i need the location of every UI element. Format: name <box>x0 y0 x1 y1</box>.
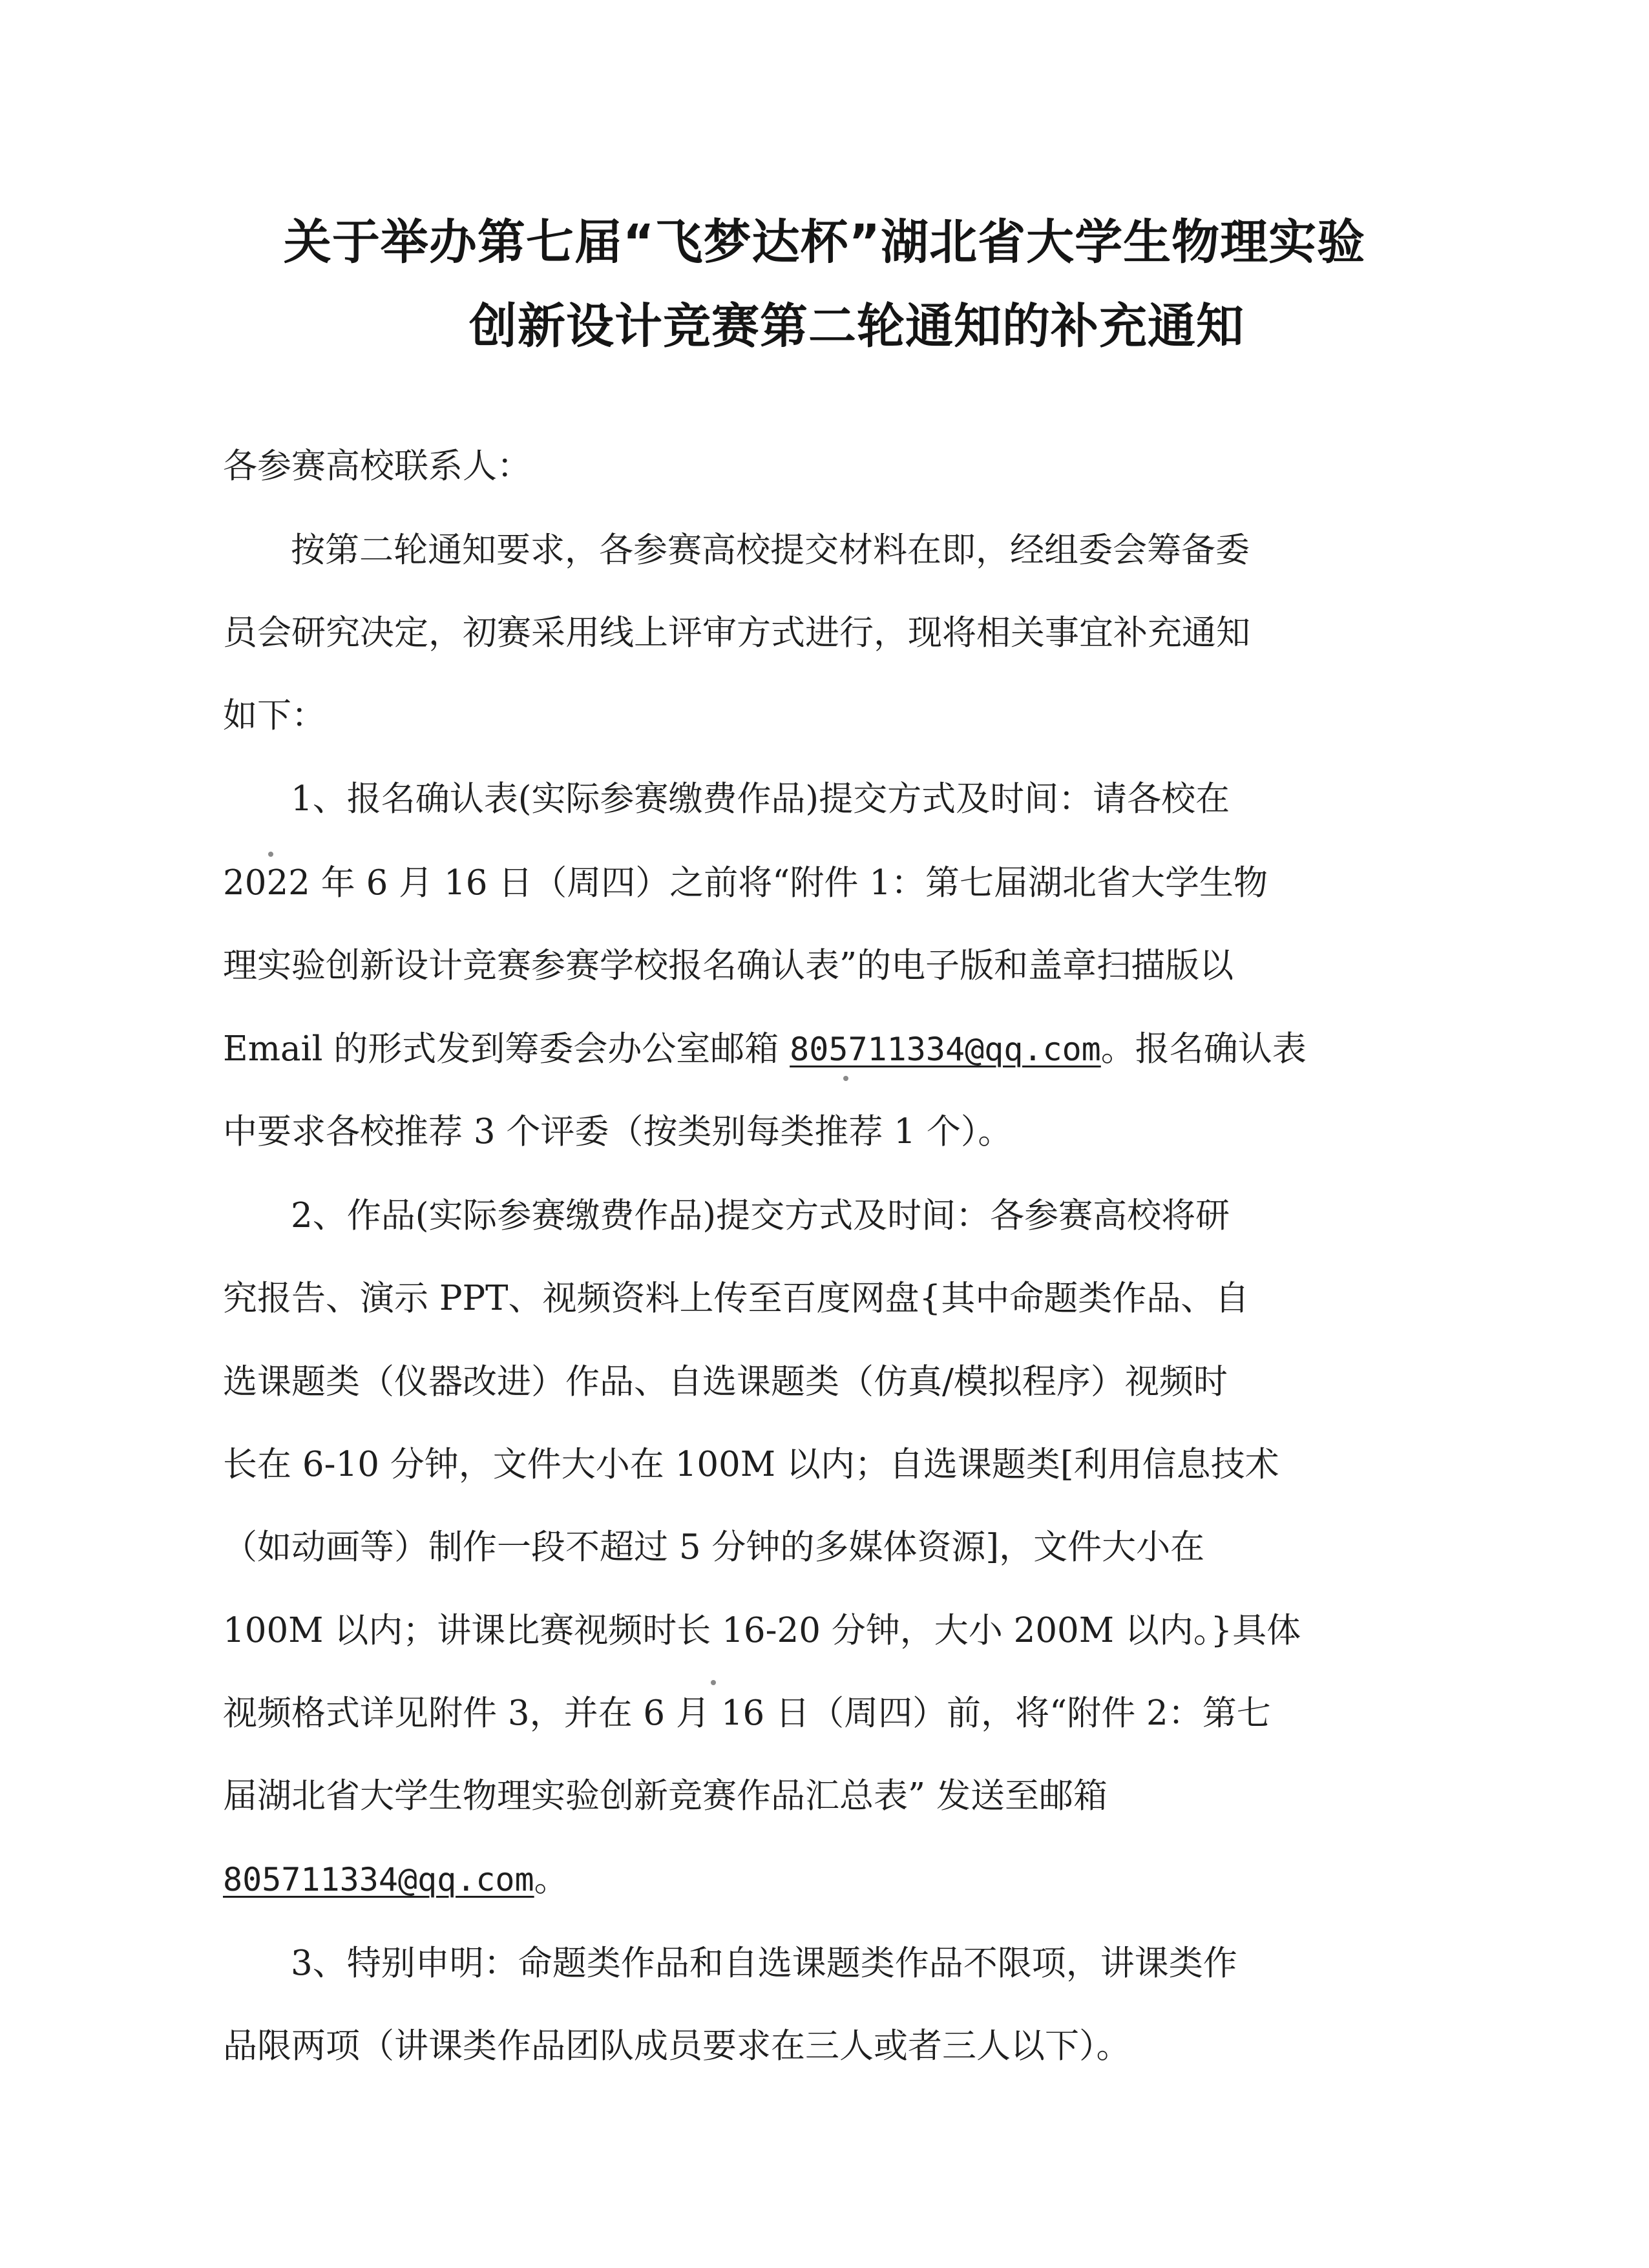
item3-line-1: 3、特别申明：命题类作品和自选课题类作品不限项，讲课类作 <box>291 1944 1237 1983</box>
item2-line-9 <box>223 1859 569 1900</box>
item2-line-7: 视频格式详见附件 3，并在 6 月 16 日（周四）前，将“附件 2：第七 <box>223 1694 1271 1733</box>
salutation: 各参赛高校联系人： <box>223 446 531 486</box>
item2-line-5: （如动画等）制作一段不超过 5 分钟的多媒体资源]，文件大小在 <box>223 1528 1205 1567</box>
scan-speck <box>268 852 273 857</box>
email-link-2[interactable]: 805711334@qq.com <box>223 1861 534 1898</box>
intro-line-2: 员会研究决定，初赛采用线上评审方式进行，现将相关事宜补充通知 <box>223 613 1250 653</box>
item2-line-3: 选课题类（仪器改进）作品、自选课题类（仿真/模拟程序）视频时 <box>223 1362 1228 1402</box>
item1-line-5: 中要求各校推荐 3 个评委（按类别每类推荐 1 个）。 <box>223 1112 1013 1151</box>
item2-line-9-suffix: 。 <box>534 1860 569 1899</box>
item1-line-4-suffix: 。报名确认表 <box>1100 1029 1307 1069</box>
item1-line-4-prefix: Email 的形式发到筹委会办公室邮箱 <box>223 1029 790 1069</box>
item2-line-4: 长在 6-10 分钟，文件大小在 100M 以内；自选课题类[利用信息技术 <box>223 1445 1279 1484</box>
item1-line-1: 1、报名确认表(实际参赛缴费作品)提交方式及时间：请各校在 <box>291 779 1230 819</box>
intro-line-1: 按第二轮通知要求，各参赛高校提交材料在即，经组委会筹备委 <box>291 530 1250 570</box>
document-title-line-2: 创新设计竞赛第二轮通知的补充通知 <box>469 299 1245 354</box>
document-title-line-1: 关于举办第七届“飞梦达杯”湖北省大学生物理实验 <box>283 215 1366 270</box>
item3-line-2: 品限两项（讲课类作品团队成员要求在三人或者三人以下）。 <box>223 2026 1131 2066</box>
item2-line-1: 2、作品(实际参赛缴费作品)提交方式及时间：各参赛高校将研 <box>291 1196 1230 1235</box>
scan-speck <box>711 1680 716 1685</box>
item2-line-8: 届湖北省大学生物理实验创新竞赛作品汇总表” 发送至邮箱 <box>223 1776 1108 1816</box>
scan-speck <box>843 1076 848 1081</box>
item1-line-3: 理实验创新设计竞赛参赛学校报名确认表”的电子版和盖章扫描版以 <box>223 946 1234 985</box>
intro-line-3: 如下： <box>223 696 326 735</box>
item1-line-2: 2022 年 6 月 16 日（周四）之前将“附件 1：第七届湖北省大学生物 <box>223 863 1268 903</box>
email-link-1[interactable]: 805711334@qq.com <box>790 1031 1101 1068</box>
item2-line-2: 究报告、演示 PPT、视频资料上传至百度网盘{其中命题类作品、自 <box>223 1279 1250 1318</box>
item1-line-4 <box>223 1029 1307 1070</box>
item2-line-6: 100M 以内；讲课比赛视频时长 16-20 分钟，大小 200M 以内。}具体 <box>223 1611 1301 1650</box>
